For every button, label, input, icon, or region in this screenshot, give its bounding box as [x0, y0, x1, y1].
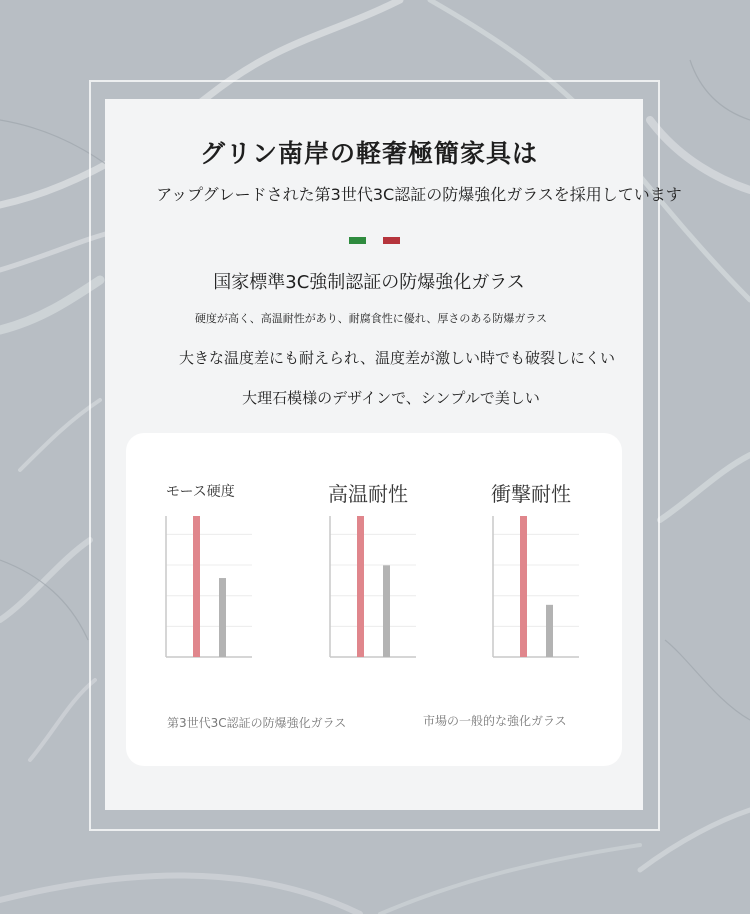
chart-title-hardness: モース硬度	[166, 484, 235, 500]
feature-title: 国家標準3C強制認証の防爆強化ガラス	[213, 272, 525, 293]
headline: グリン南岸の軽奢極簡家具は	[199, 139, 538, 168]
feature-line-3: 大理石模様のデザインで、シンプルで美しい	[242, 389, 540, 407]
feature-line-1: 硬度が高く、高温耐性があり、耐腐食性に優れ、厚さのある防爆ガラス	[194, 312, 548, 325]
chart-title-impact-resistance: 衝撃耐性	[491, 482, 571, 506]
feature-line-2: 大きな温度差にも耐えられ、温度差が激しい時でも破裂しにくい	[179, 349, 615, 367]
legend-market-glass: 市場の一般的な強化ガラス	[423, 714, 567, 728]
chart-title-heat-resistance: 高温耐性	[328, 482, 408, 506]
legend-3c-glass: 第3世代3C認証の防爆強化ガラス	[167, 716, 347, 730]
subheadline: アップグレードされた第3世代3C認証の防爆強化ガラスを採用しています	[156, 185, 682, 204]
flag-green-bar	[349, 237, 366, 244]
flag-red-bar	[383, 237, 400, 244]
